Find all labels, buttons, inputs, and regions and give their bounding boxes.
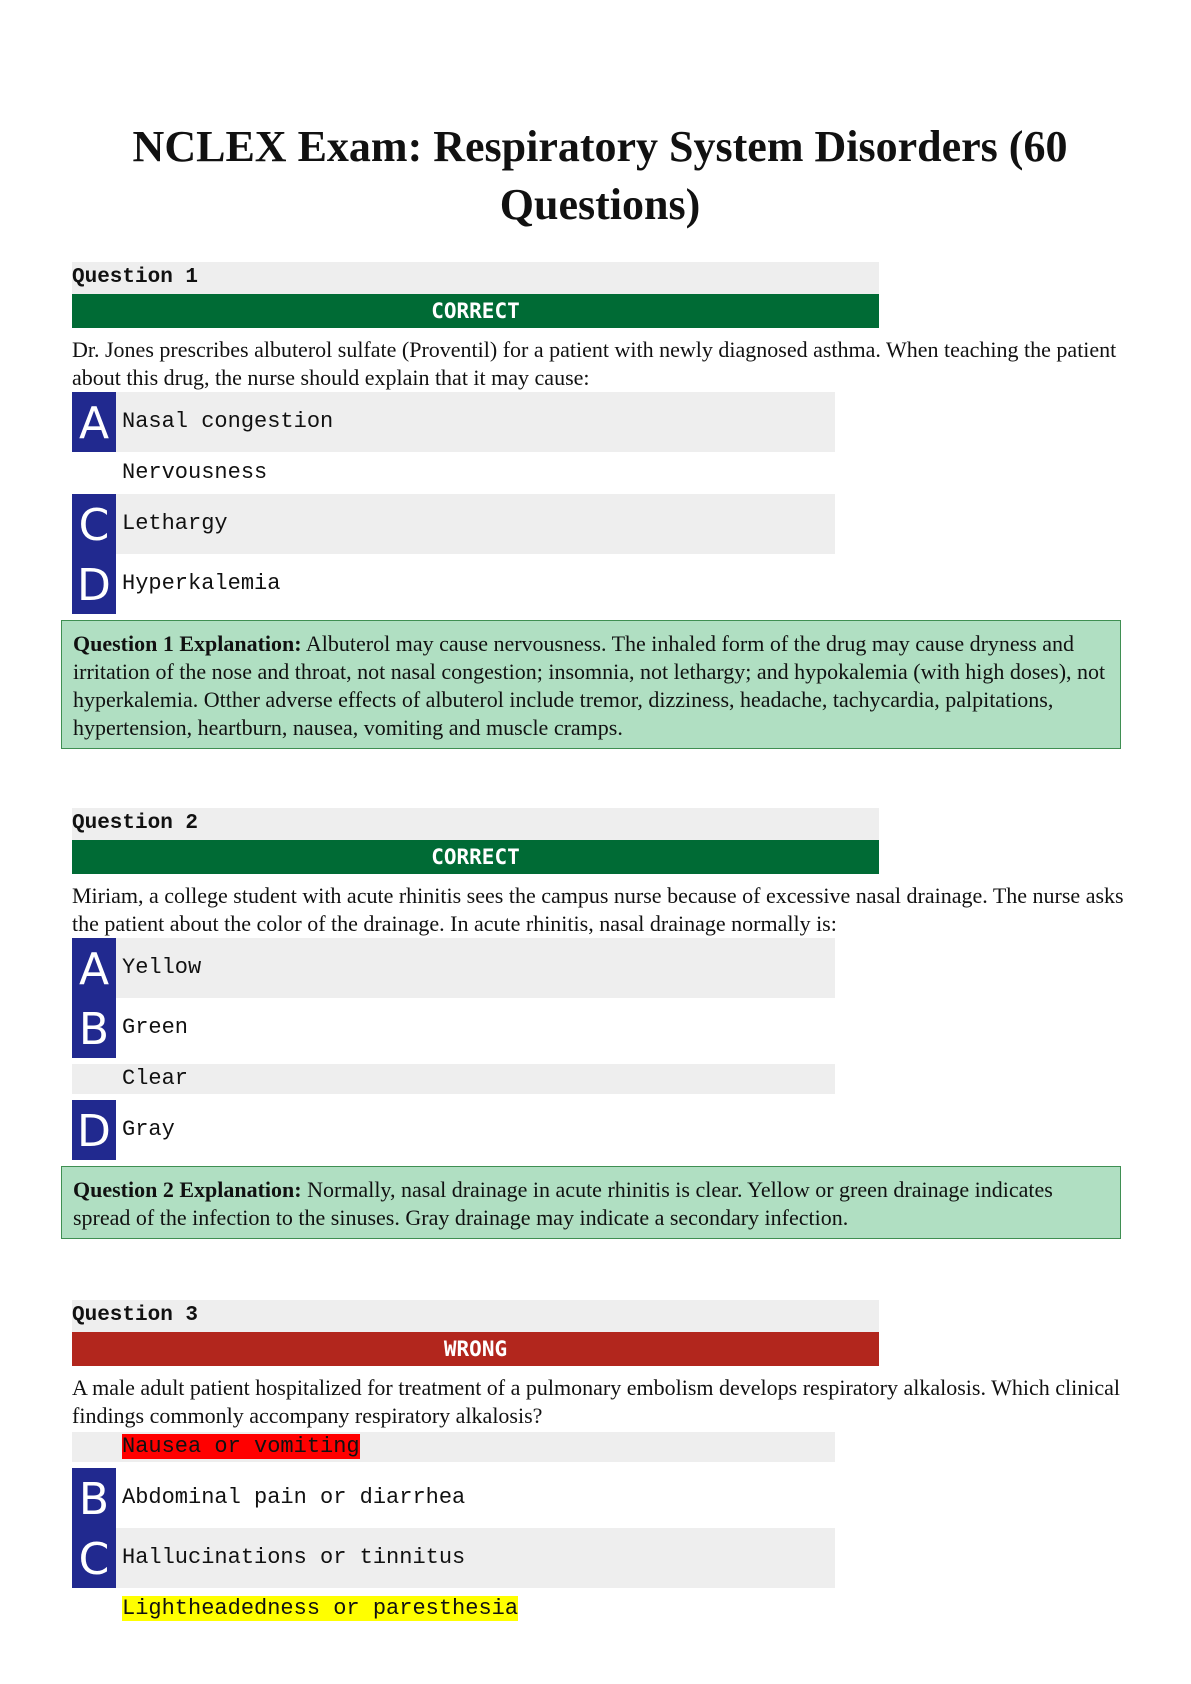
options-list <box>72 938 1132 1160</box>
option-d[interactable] <box>72 1594 835 1624</box>
option-c[interactable] <box>72 1064 835 1094</box>
option-letter-a: A <box>72 392 116 452</box>
option-text: Hallucinations or tinnitus <box>122 1545 466 1570</box>
option-letter-c: C <box>72 494 116 554</box>
option-b[interactable] <box>72 1468 835 1528</box>
status-badge: CORRECT <box>72 840 879 874</box>
question-text: Miriam, a college student with acute rhinitis sees the campus nurse because of excessive nasal drainage. The nurse asks the patient about the color of the drainage. In acute rhinitis, nasal drainage normally is: <box>72 883 1124 936</box>
option-text: Nervousness <box>122 460 268 485</box>
explanation-label: Question 2 Explanation: <box>73 1177 302 1202</box>
question-header: Question 2 <box>72 808 879 840</box>
option-letter-d: D <box>72 554 116 614</box>
selected-answer-highlight: Nausea or vomiting <box>122 1434 360 1459</box>
question-text: A male adult patient hospitalized for treatment of a pulmonary embolism develops respiratory alkalosis. Which clinical findings commonly accompany respiratory alkalosis? <box>72 1375 1120 1428</box>
explanation-box-1 <box>61 620 1121 749</box>
option-text: Clear <box>122 1066 189 1091</box>
option-d[interactable] <box>72 1100 835 1160</box>
status-badge: CORRECT <box>72 294 879 328</box>
option-b[interactable] <box>72 458 835 488</box>
option-letter-b: B <box>72 998 116 1058</box>
option-letter-b: B <box>72 1468 116 1528</box>
question-header: Question 3 <box>72 1300 879 1332</box>
option-text: Green <box>122 1015 189 1040</box>
option-text: Lethargy <box>122 511 228 536</box>
option-a[interactable] <box>72 1432 835 1462</box>
option-c[interactable] <box>72 1528 835 1588</box>
option-text: Nasal congestion <box>122 409 334 434</box>
question-header: Question 1 <box>72 262 879 294</box>
option-c[interactable] <box>72 494 835 554</box>
status-badge: WRONG <box>72 1332 879 1366</box>
question-2 <box>72 808 1132 1160</box>
option-text: Gray <box>122 1117 175 1142</box>
option-letter-c: C <box>72 1528 116 1588</box>
page-title: NCLEX Exam: Respiratory System Disorders (60 Questions) <box>132 122 1068 229</box>
options-list <box>72 392 1132 614</box>
explanation-text: Albuterol may cause nervousness. The inhaled form of the drug may cause dryness and irritation of the nose and throat, not nasal congestion; insomnia, not lethargy; and hypokalemia (with high doses), not hyperkalemia. Otther adverse effects of albuterol include tremor, dizziness, headache, tachycardia, palpitations, hypertension, heartburn, nausea, vomiting and muscle cramps. <box>73 631 1106 740</box>
option-text <box>122 1594 518 1624</box>
option-d[interactable] <box>72 554 835 614</box>
option-a[interactable] <box>72 392 835 452</box>
correct-answer-highlight: Lightheadedness or paresthesia <box>122 1596 519 1621</box>
option-text <box>122 1432 360 1462</box>
options-list <box>72 1432 1132 1624</box>
option-b[interactable] <box>72 998 835 1058</box>
option-text: Yellow <box>122 955 202 980</box>
question-1 <box>72 262 1132 614</box>
explanation-box-2 <box>61 1166 1121 1239</box>
option-letter-a: A <box>72 938 116 998</box>
question-text: Dr. Jones prescribes albuterol sulfate (Proventil) for a patient with newly diagnosed asthma. When teaching the patient about this drug, the nurse should explain that it may cause: <box>72 337 1117 390</box>
explanation-text: Normally, nasal drainage in acute rhinitis is clear. Yellow or green drainage indicates spread of the infection to the sinuses. Gray drainage may indicate a secondary infection. <box>73 1177 1053 1230</box>
question-3 <box>72 1300 1132 1630</box>
explanation-label: Question 1 Explanation: <box>73 631 302 656</box>
option-text: Abdominal pain or diarrhea <box>122 1485 466 1510</box>
option-a[interactable] <box>72 938 835 998</box>
option-text: Hyperkalemia <box>122 571 281 596</box>
option-letter-d: D <box>72 1100 116 1160</box>
